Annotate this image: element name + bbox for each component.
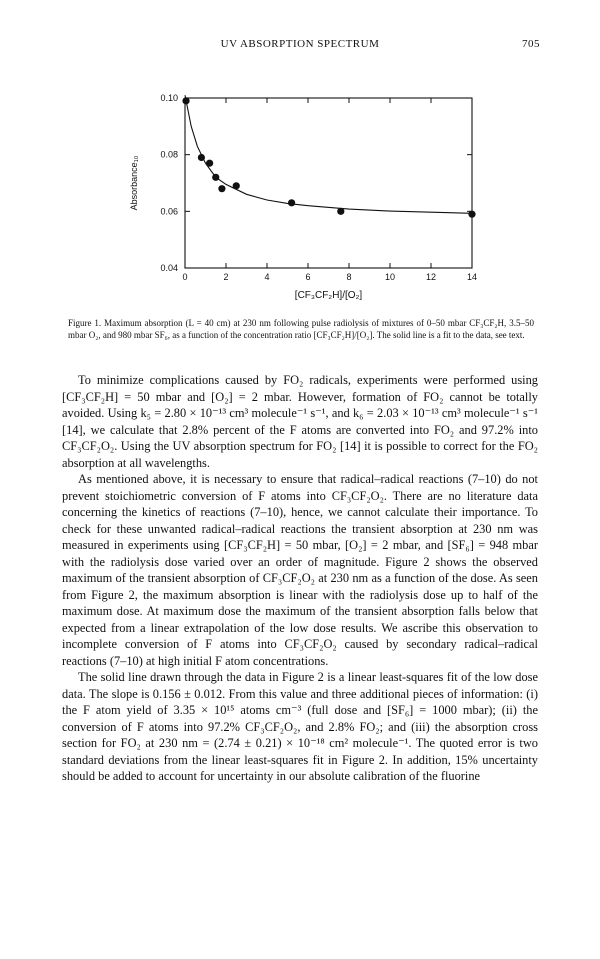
data-point — [468, 211, 475, 218]
x-tick-label: 14 — [466, 272, 478, 282]
figure-caption: Figure 1. Maximum absorption (L = 40 cm) at 230 nm following pulse radiolysis of mixtures of 0–50 mbar CF₃CF₂H, 3.5–50 mbar O₂, and 980 mbar SF₆, as a function of the concentration ratio [CF₃CF₂H]/[O₂]. The solid line is a fit to the data, see text. — [68, 318, 534, 340]
y-tick-label: 0.08 — [160, 149, 178, 160]
y-tick-label: 0.10 — [160, 93, 178, 103]
plot-border — [185, 98, 472, 268]
data-point — [206, 160, 213, 167]
data-point — [233, 182, 240, 189]
x-tick-label: 4 — [264, 272, 270, 282]
x-axis-ticks — [182, 98, 477, 282]
running-title: UV ABSORPTION SPECTRUM — [220, 38, 380, 50]
plot-frame — [185, 98, 472, 268]
paragraph: The solid line drawn through the data in Figure 2 is a linear least-squares fit of the low dose data. The slope is 0.156 ± 0.012. From this value and three additional pieces of information: (i) the F atom yield of 3.35 × 10¹⁵ atoms cm⁻³ (full dose and [SF₆] = 1000 mbar); (ii) the conversion of F atoms into 97.2% CF₃CF₂O₂, and 2.8% FO₂; and (iii) the absorption cross section for FO₂ at 230 nm = (2.74 ± 0.21) × 10⁻¹⁸ cm² molecule⁻¹. The quoted error is two standard deviations from the linear least-squares fit in Figure 2. In addition, 15% uncertainty should be added to account for uncertainty in our absolute calibration of the fluorine — [62, 670, 538, 783]
paragraph: As mentioned above, it is necessary to ensure that radical–radical reactions (7–10) do not prevent stoichiometric conversion of F atoms into CF₃CF₂O₂. There are no literature data concerning the kinetics of reactions (7–10), hence, we cannot calculate their importance. To check for these unwanted radical–radical reactions the transient absorption at 230 nm was measured in experiments using [CF₃CF₂H] = 50 mbar, [O₂] = 2 mbar, and [SF₆] = 948 mbar with the radiolysis dose varied over an order of magnitude. Figure 2 shows the observed maximum of the transient absorption of CF₃CF₂O₂ at 230 nm as a function of the dose. As seen from Figure 2, the maximum absorption is linear with the radiolysis dose up to half of the maximum dose. At maximum dose the maximum of the transient absorption falls below that expected from a linear extrapolation of the low dose results. We ascribe this observation to incomplete conversion of F atoms into CF₃CF₂O₂ caused by secondary radical–radical reactions (7–10) at high initial F atom concentrations. — [62, 472, 538, 668]
data-point — [182, 97, 189, 104]
figure-1-chart — [110, 82, 490, 302]
y-axis-label: Absorbance₁₀ — [129, 155, 139, 211]
body-text — [62, 372, 538, 785]
x-tick-label: 6 — [305, 272, 311, 282]
page-number: 705 — [522, 38, 540, 50]
data-point — [337, 208, 344, 215]
paragraph: To minimize complications caused by FO₂ radicals, experiments were performed using [CF₃CF₂H] = 50 mbar and [O₂] = 2 mbar. However, formation of FO₂ cannot be totally avoided. Using k₅ = 2.80 × 10⁻¹³ cm³ molecule⁻¹ s⁻¹, and k₆ = 2.03 × 10⁻¹³ cm³ molecule⁻¹ s⁻¹ [14], we calculate that 2.8% percent of the F atoms are converted into FO₂ and 97.2% into CF₃CF₂O₂. Using the UV absorption spectrum for FO₂ [14] it is possible to correct for the FO₂ absorption at all wavelengths. — [62, 373, 538, 470]
data-points — [182, 97, 475, 218]
x-tick-label: 10 — [384, 272, 396, 282]
x-axis-label: [CF₃CF₂H]/[O₂] — [294, 290, 363, 301]
fit-curve — [185, 95, 472, 213]
y-tick-label: 0.06 — [160, 206, 178, 217]
x-tick-label: 2 — [223, 272, 229, 282]
x-tick-label: 8 — [346, 272, 352, 282]
data-point — [218, 185, 225, 192]
data-point — [198, 154, 205, 161]
y-axis-ticks — [160, 93, 472, 273]
data-point — [212, 174, 219, 181]
data-point — [288, 199, 295, 206]
x-tick-label: 0 — [182, 272, 188, 282]
y-tick-label: 0.04 — [160, 263, 178, 273]
x-tick-label: 12 — [425, 272, 437, 282]
